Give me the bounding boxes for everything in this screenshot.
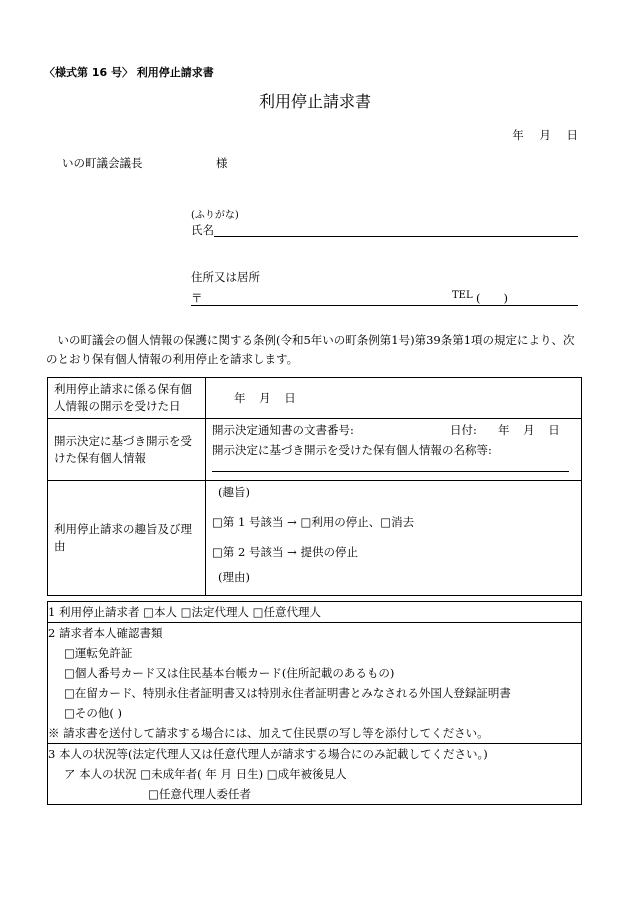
- purpose-option-2[interactable]: □第 2 号該当 → 提供の停止: [212, 545, 358, 559]
- table-row: [48, 602, 582, 623]
- purpose-heading: (趣旨): [218, 485, 250, 499]
- id-docs-title: 2 請求者本人確認書類: [48, 626, 163, 640]
- tel-label: TEL: [452, 290, 473, 301]
- address-field[interactable]: [191, 305, 578, 306]
- id-doc-option[interactable]: □在留カード、特別永住者証明書又は特別永住者証明書とみなされる外国人登録証明書: [64, 686, 511, 700]
- doc-number-label: 開示決定通知書の文書番号:: [212, 423, 354, 437]
- address-label: 住所又は居所: [191, 270, 260, 284]
- table-row: [48, 744, 582, 805]
- principal-status-title: 3 本人の状況等(法定代理人又は任意代理人が請求する場合にのみ記載してください。): [48, 747, 488, 761]
- id-doc-option[interactable]: □その他( ): [64, 706, 122, 720]
- disclosed-info-label: 開示決定に基づき開示を受けた保有個人情報: [54, 433, 192, 465]
- tel-field[interactable]: ( ): [476, 291, 508, 305]
- name-label: 氏名: [191, 223, 214, 237]
- principal-status-options[interactable]: ア 本人の状況 □未成年者( 年 月 日生) □成年被後見人: [64, 767, 347, 781]
- name-field[interactable]: [214, 236, 578, 237]
- requester-info-table: [47, 601, 582, 805]
- table-row: [48, 378, 582, 419]
- postal-mark: 〒: [191, 291, 203, 305]
- purpose-reason-label: 利用停止請求の趣旨及び理由: [54, 522, 192, 553]
- disclosure-date-field[interactable]: 年 月 日: [234, 390, 296, 405]
- id-doc-option[interactable]: □運転免許証: [64, 646, 133, 660]
- info-name-field[interactable]: [212, 471, 569, 472]
- table-row: [48, 481, 582, 596]
- disclosure-date-label: 利用停止請求に係る保有個人情報の開示を受けた日: [54, 382, 192, 413]
- intro-paragraph: いの町議会の個人情報の保護に関する条例(令和5年いの町条例第1号)第39条第1項の規定により、次のとおり保有個人情報の利用停止を請求します。: [46, 333, 575, 366]
- id-doc-option[interactable]: □個人番号カード又は住民基本台帳カード(住所記載のあるもの): [64, 666, 395, 680]
- request-date[interactable]: 年 月 日: [512, 128, 578, 142]
- form-code: 〈様式第 16 号〉 利用停止請求書: [44, 66, 214, 79]
- reason-heading: (理由): [218, 570, 250, 584]
- table-row: [48, 419, 582, 481]
- notice-date-label: 日付:: [450, 423, 477, 437]
- page-title: 利用停止請求書: [258, 92, 371, 111]
- request-details-table: [47, 377, 582, 596]
- honorific: 様: [216, 156, 228, 170]
- principal-status-delegator[interactable]: □任意代理人委任者: [148, 787, 251, 801]
- purpose-option-1[interactable]: □第 1 号該当 → □利用の停止、□消去: [212, 515, 415, 529]
- notice-date-field[interactable]: 年 月 日: [498, 423, 560, 437]
- requester-type[interactable]: 1 利用停止請求者 □本人 □法定代理人 □任意代理人: [48, 605, 322, 619]
- addressee: いの町議会議長: [62, 156, 143, 170]
- furigana-label: (ふりがな): [191, 210, 239, 221]
- table-row: [48, 623, 582, 744]
- id-docs-note: ※ 請求書を送付して請求する場合には、加えて住民票の写し等を添付してください。: [48, 726, 489, 740]
- info-name-label: 開示決定に基づき開示を受けた保有個人情報の名称等:: [212, 443, 492, 457]
